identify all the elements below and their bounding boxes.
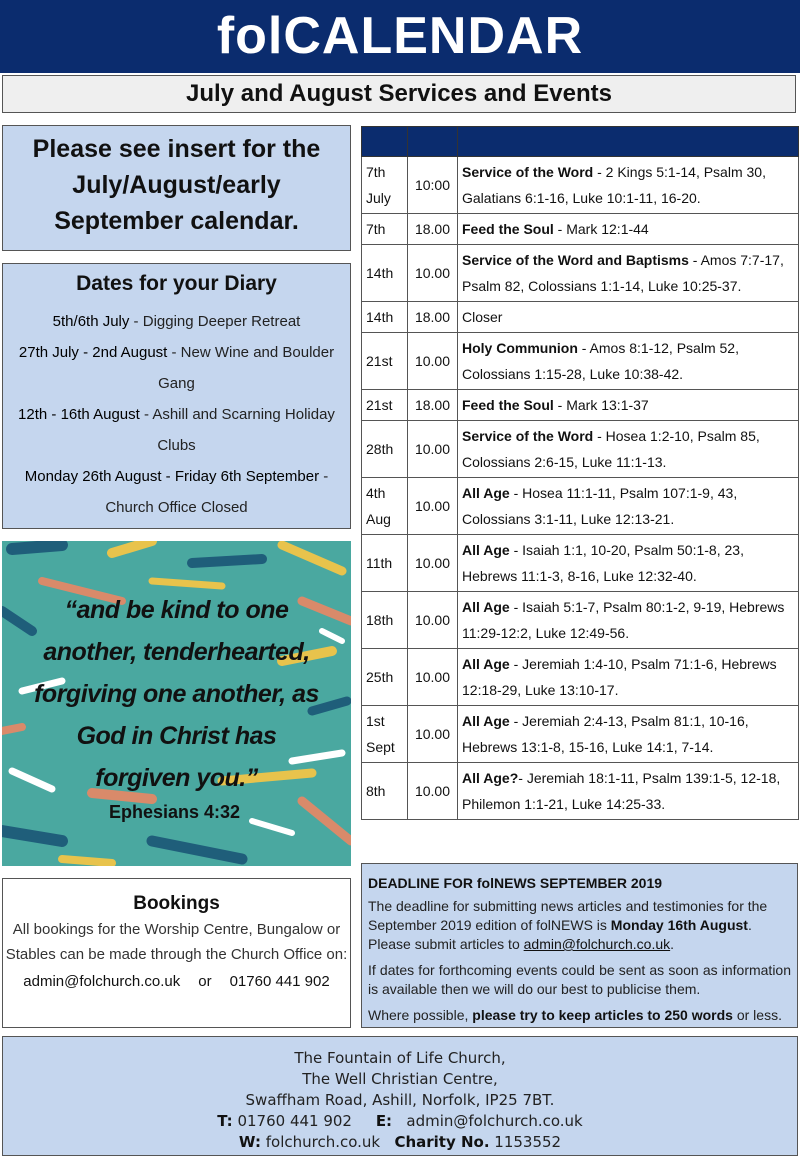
services-header-date: [362, 127, 408, 157]
service-description: [458, 421, 799, 478]
diary-item: [3, 306, 350, 337]
service-readings: Closer: [462, 309, 503, 325]
insert-notice-line: Please see insert for the: [32, 135, 321, 163]
footer-charity-label: Charity No.: [394, 1133, 490, 1151]
service-date: 18th: [362, 592, 408, 649]
service-readings: - Isaiah 5:1-7, Psalm 80:1-2, 9-19, Hebrews 11:29-12:2, Luke 12:49-56.: [462, 599, 785, 641]
verse-reference: Ephesians 4:32: [108, 802, 241, 822]
services-header-time: [408, 127, 458, 157]
diary-item-dates: 27th July - 2nd August: [18, 344, 168, 361]
diary-item-text: Digging Deeper Retreat: [142, 313, 301, 330]
services-table-body: [362, 157, 799, 820]
bookings-or: or: [198, 973, 212, 990]
diary-panel: [2, 263, 351, 529]
diary-item-sep: -: [139, 406, 153, 423]
diary-item-text: Church Office Closed: [105, 499, 248, 516]
service-readings: - Mark 12:1-44: [553, 221, 649, 237]
service-readings: - Isaiah 1:1, 10-20, Psalm 50:1-8, 23, Hebrews 11:1-3, 8-16, Luke 12:32-40.: [462, 542, 744, 584]
diary-item: [3, 399, 350, 461]
service-time: 10.00: [408, 706, 458, 763]
service-time: 10.00: [408, 478, 458, 535]
service-readings: - Jeremiah 2:4-13, Psalm 81:1, 10-16, Hebrews 13:1-8, 15-16, Luke 14:1, 7-14.: [462, 713, 749, 755]
verse-line: God in Christ has: [76, 722, 277, 750]
deadline-text: .: [670, 936, 675, 952]
service-name: Feed the Soul: [462, 397, 554, 413]
diary-item-dates: Monday 26th August - Friday 6th September: [24, 468, 320, 485]
verse-line: “and be kind to one: [64, 596, 289, 624]
service-row: [362, 245, 799, 302]
service-row: [362, 706, 799, 763]
service-time: 10:00: [408, 157, 458, 214]
verse-line: another, tenderhearted,: [43, 638, 310, 666]
service-readings: - Jeremiah 1:4-10, Psalm 71:1-6, Hebrews 12:18-29, Luke 13:10-17.: [462, 656, 777, 698]
service-readings: - Hosea 1:2-10, Psalm 85, Colossians 2:6-15, Luke 11:1-13.: [462, 428, 760, 470]
page-subtitle: July and August Services and Events: [2, 75, 796, 113]
deadline-email-link[interactable]: admin@folchurch.co.uk: [523, 936, 671, 952]
service-row: [362, 478, 799, 535]
service-readings: - Mark 13:1-37: [553, 397, 649, 413]
service-name: Service of the Word: [462, 164, 594, 180]
bookings-title: Bookings: [133, 893, 220, 914]
service-row: [362, 421, 799, 478]
service-row: [362, 333, 799, 390]
service-description: [458, 592, 799, 649]
bible-verse: [2, 589, 351, 799]
service-time: 18.00: [408, 302, 458, 333]
service-date: 7th: [362, 214, 408, 245]
service-time: 10.00: [408, 333, 458, 390]
service-date: 8th: [362, 763, 408, 820]
service-date: 25th: [362, 649, 408, 706]
bookings-text: All bookings for the Worship Centre, Bungalow or Stables can be made through the Church Office on:: [5, 921, 348, 963]
deadline-word-limit: please try to keep articles to 250 words: [472, 1007, 733, 1023]
insert-notice-line: September calendar.: [54, 207, 299, 235]
diary-item: [3, 337, 350, 399]
diary-item-text: New Wine and Boulder Gang: [158, 344, 335, 392]
service-description: [458, 214, 799, 245]
service-row: [362, 302, 799, 333]
service-name: Holy Communion: [462, 340, 578, 356]
bookings-email[interactable]: admin@folchurch.co.uk: [23, 973, 181, 990]
footer-email[interactable]: admin@folchurch.co.uk: [406, 1112, 583, 1130]
services-header-row: [362, 127, 799, 157]
service-row: [362, 592, 799, 649]
service-date: 11th: [362, 535, 408, 592]
service-description: [458, 157, 799, 214]
service-description: [458, 245, 799, 302]
service-name: All Age: [462, 542, 510, 558]
service-date: 4th Aug: [362, 478, 408, 535]
service-date: 21st: [362, 333, 408, 390]
footer-web: [3, 1132, 797, 1153]
deadline-text: . Please submit articles to: [368, 917, 752, 952]
service-description: [458, 763, 799, 820]
service-name: Service of the Word and Baptisms: [462, 252, 689, 268]
diary-item-sep: -: [319, 468, 329, 485]
service-readings: - Amos 7:7-17, Psalm 82, Colossians 1:1-14, Luke 10:25-37.: [462, 252, 784, 294]
service-description: [458, 706, 799, 763]
diary-item-dates: 12th - 16th August: [18, 406, 140, 423]
service-readings: - Hosea 11:1-11, Psalm 107:1-9, 43, Colossians 3:1-11, Luke 12:13-21.: [462, 485, 738, 527]
service-description: [458, 535, 799, 592]
service-readings: - Jeremiah 18:1-11, Psalm 139:1-5, 12-18, Philemon 1:1-21, Luke 14:25-33.: [462, 770, 781, 812]
service-name: All Age: [462, 656, 510, 672]
service-row: [362, 157, 799, 214]
footer-website[interactable]: folchurch.co.uk: [265, 1133, 381, 1151]
service-time: 10.00: [408, 763, 458, 820]
service-description: [458, 302, 799, 333]
deadline-text: The deadline for submitting news articles and testimonies for the September 2019 edition of folNEWS is: [368, 898, 768, 933]
service-time: 10.00: [408, 421, 458, 478]
service-name: All Age: [462, 713, 510, 729]
church-footer: [2, 1036, 798, 1156]
footer-web-label: W:: [238, 1133, 261, 1151]
deadline-panel: [361, 863, 798, 1028]
deadline-paragraph: [368, 897, 791, 954]
service-time: 10.00: [408, 592, 458, 649]
diary-title: Dates for your Diary: [76, 272, 277, 295]
service-description: [458, 390, 799, 421]
service-date: 28th: [362, 421, 408, 478]
bookings-phone[interactable]: 01760 441 902: [229, 973, 330, 990]
footer-line: Swaffham Road, Ashill, Norfolk, IP25 7BT.: [245, 1091, 555, 1109]
insert-notice-line: July/August/early: [72, 171, 281, 199]
diary-item: [3, 461, 350, 523]
service-row: [362, 535, 799, 592]
footer-line: The Well Christian Centre,: [302, 1070, 498, 1088]
diary-item-sep: -: [167, 344, 181, 361]
service-time: 10.00: [408, 649, 458, 706]
deadline-paragraph: [368, 1006, 791, 1025]
service-description: [458, 333, 799, 390]
page-title: folCALENDAR: [0, 0, 800, 73]
verse-line: forgiven you.”: [95, 764, 258, 792]
service-name: Feed the Soul: [462, 221, 554, 237]
footer-charity-number: 1153552: [494, 1133, 562, 1151]
service-time: 10.00: [408, 535, 458, 592]
deadline-title: DEADLINE FOR folNEWS SEPTEMBER 2019: [368, 875, 663, 891]
service-date: 1st Sept: [362, 706, 408, 763]
service-name: All Age: [462, 485, 510, 501]
service-readings: - Amos 8:1-12, Psalm 52, Colossians 1:15-28, Luke 10:38-42.: [462, 340, 739, 382]
footer-line: The Fountain of Life Church,: [294, 1049, 506, 1067]
service-date: 21st: [362, 390, 408, 421]
service-description: [458, 478, 799, 535]
deadline-paragraph: If dates for forthcoming events could be sent as soon as information is available then we will do our best to publicise them.: [368, 962, 791, 997]
service-time: 18.00: [408, 390, 458, 421]
footer-tel-label: T:: [217, 1112, 233, 1130]
service-row: [362, 763, 799, 820]
service-row: [362, 649, 799, 706]
service-row: [362, 390, 799, 421]
deadline-text: Where possible,: [368, 1007, 473, 1023]
service-row: [362, 214, 799, 245]
service-time: 18.00: [408, 214, 458, 245]
service-name: All Age: [462, 599, 510, 615]
service-date: 7th July: [362, 157, 408, 214]
services-header-service: [458, 127, 799, 157]
diary-item-sep: -: [129, 313, 143, 330]
service-date: 14th: [362, 302, 408, 333]
footer-contact: [3, 1111, 797, 1132]
service-name: Service of the Word: [462, 428, 594, 444]
footer-tel[interactable]: 01760 441 902: [237, 1112, 352, 1130]
service-date: 14th: [362, 245, 408, 302]
diary-item-text: Ashill and Scarning Holiday Clubs: [152, 406, 335, 454]
deadline-text: or less.: [732, 1007, 782, 1023]
bookings-contact: [3, 969, 350, 994]
insert-notice: [2, 125, 351, 251]
service-name: All Age?: [462, 770, 519, 786]
services-table: [361, 126, 799, 820]
verse-line: forgiving one another, as: [34, 680, 319, 708]
deadline-date: Monday 16th August: [610, 917, 748, 933]
service-readings: - 2 Kings 5:1-14, Psalm 30, Galatians 6:1-16, Luke 10:1-11, 16-20.: [462, 164, 766, 206]
service-time: 10.00: [408, 245, 458, 302]
bookings-panel: [2, 878, 351, 1028]
footer-email-label: E:: [375, 1112, 393, 1130]
service-description: [458, 649, 799, 706]
diary-item-dates: 5th/6th July: [52, 313, 130, 330]
